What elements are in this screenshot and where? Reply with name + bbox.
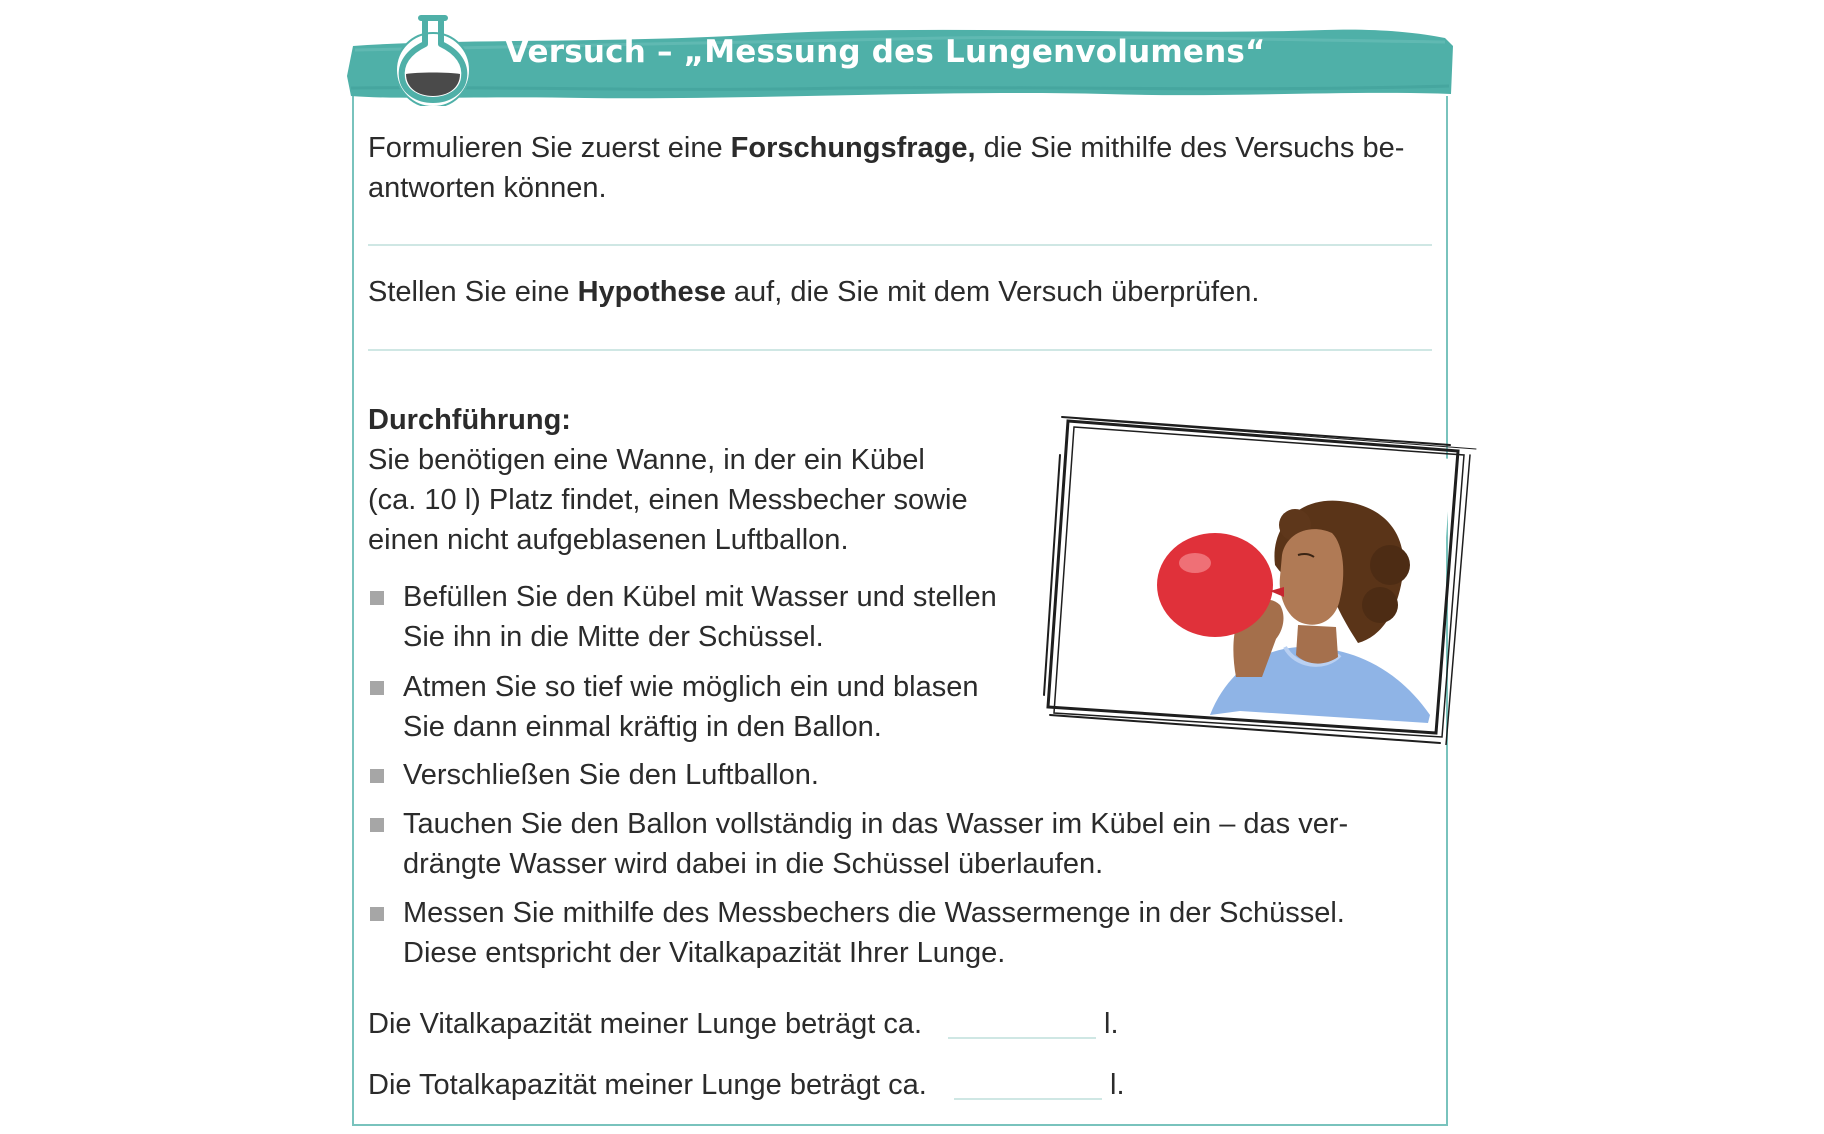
vital-capacity-unit: l. (1104, 1008, 1119, 1040)
procedure-intro-line: Sie benötigen eine Wanne, in der ein Kübel (368, 444, 925, 476)
step-line: Sie ihn in die Mitte der Schüssel. (403, 621, 824, 653)
task-hypothesis (368, 272, 1259, 313)
bullet-square-icon (370, 591, 384, 605)
bullet-square-icon (370, 681, 384, 695)
bullet-square-icon (370, 907, 384, 921)
task1-keyword: Forschungsfrage, (730, 132, 976, 164)
flask-icon (388, 14, 478, 106)
task1-text-pre: Formulieren Sie zuerst eine (368, 132, 731, 164)
photo-woman-balloon (1040, 415, 1480, 745)
step-line: Atmen Sie so tief wie möglich ein und blasen (403, 671, 979, 703)
procedure-heading: Durchführung: (368, 404, 571, 436)
task1-text-post: die Sie mithilfe des Versuchs be- (975, 132, 1405, 164)
task-research-question (368, 128, 1404, 169)
page-title: Versuch – „Messung des Lungenvolumens“ (505, 34, 1266, 70)
step-line: drängte Wasser wird dabei in die Schüssel überlaufen. (403, 848, 1104, 880)
total-capacity-label: Die Totalkapazität meiner Lunge beträgt ca. (368, 1069, 927, 1101)
step-line: Messen Sie mithilfe des Messbechers die Wassermenge in der Schüssel. (403, 897, 1345, 929)
bullet-square-icon (370, 818, 384, 832)
procedure-intro-line: einen nicht aufgeblasenen Luftballon. (368, 524, 849, 556)
task1-line2: antworten können. (368, 172, 607, 204)
step-line: Diese entspricht der Vitalkapazität Ihrer Lunge. (403, 937, 1006, 969)
task2-text-post: auf, die Sie mit dem Versuch überprüfen. (725, 276, 1260, 308)
answer-line-2[interactable] (368, 349, 1432, 351)
bullet-square-icon (370, 769, 384, 783)
step-line: Tauchen Sie den Ballon vollständig in das Wasser im Kübel ein – das ver- (403, 808, 1349, 840)
vital-capacity-label: Die Vitalkapazität meiner Lunge beträgt ca. (368, 1008, 923, 1040)
task2-text-pre: Stellen Sie eine (368, 276, 578, 308)
procedure-intro-line: (ca. 10 l) Platz findet, einen Messbecher sowie (368, 484, 968, 516)
total-capacity-input[interactable] (954, 1098, 1102, 1100)
task2-keyword: Hypothese (577, 276, 726, 308)
step-line: Befüllen Sie den Kübel mit Wasser und stellen (403, 581, 997, 613)
answer-line-1[interactable] (368, 244, 1432, 246)
total-capacity-unit: l. (1110, 1069, 1125, 1101)
step-line: Sie dann einmal kräftig in den Ballon. (403, 711, 882, 743)
vital-capacity-input[interactable] (948, 1037, 1096, 1039)
step-line: Verschließen Sie den Luftballon. (403, 759, 819, 791)
